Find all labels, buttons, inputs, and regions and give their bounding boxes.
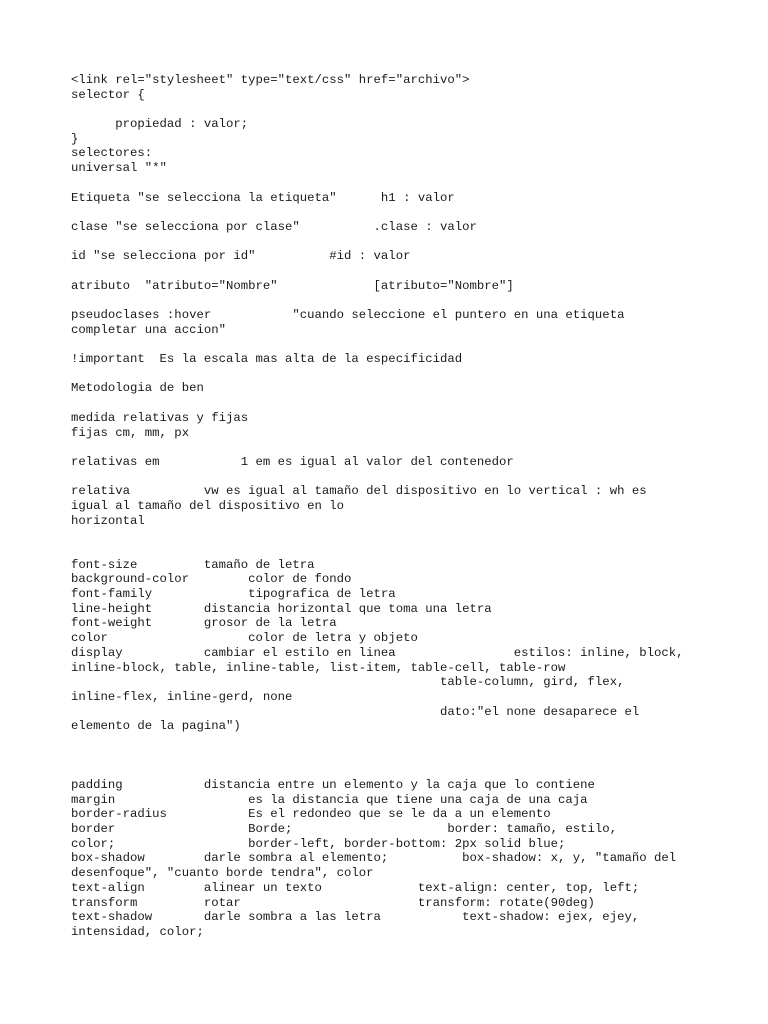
- text-line: line-height distancia horizontal que toma una letra: [71, 601, 492, 616]
- text-line: relativa vw es igual al tamaño del dispositivo en lo vertical : wh es: [71, 484, 647, 499]
- text-line: Metodologia de ben: [71, 381, 204, 396]
- text-line: igual al tamaño del dispositivo en lo: [71, 498, 345, 513]
- text-line: id "se selecciona por id" #id : valor: [71, 249, 411, 264]
- text-line: [71, 205, 751, 220]
- text-line: inline-block, table, inline-table, list-item, table-cell, table-row: [71, 660, 566, 675]
- text-line: selectores:: [71, 146, 153, 161]
- text-line: fijas cm, mm, px: [71, 425, 190, 440]
- text-line: <link rel="stylesheet" type="text/css" href="archivo">: [71, 73, 470, 87]
- text-line: table-column, gird, flex,: [71, 675, 625, 690]
- text-line: font-size tamaño de letra: [71, 557, 315, 572]
- text-line: Etiqueta "se selecciona la etiqueta" h1 : valor: [71, 190, 455, 205]
- text-line: selector {: [71, 87, 145, 102]
- text-line: !important Es la escala mas alta de la especificidad: [71, 352, 463, 367]
- text-line: display cambiar el estilo en linea estilos: inline, block,: [71, 645, 684, 660]
- text-line: text-shadow darle sombra a las letra text-shadow: ejex, ejey,: [71, 910, 640, 925]
- text-line: border Borde; border: tamaño, estilo,: [71, 822, 618, 837]
- text-line: completar una accion": [71, 322, 226, 337]
- text-line: atributo "atributo="Nombre" [atributo="Nombre"]: [71, 278, 514, 293]
- text-line: [71, 440, 751, 455]
- text-line: color color de letra y objeto: [71, 631, 418, 646]
- text-line: intensidad, color;: [71, 924, 204, 939]
- text-line: [71, 235, 751, 250]
- text-line: border-radius Es el redondeo que se le da a un elemento: [71, 807, 551, 822]
- text-line: elemento de la pagina"): [71, 719, 241, 734]
- text-line: [71, 763, 751, 778]
- text-line: clase "se selecciona por clase" .clase : valor: [71, 219, 477, 234]
- text-line: font-family tipografica de letra: [71, 587, 396, 602]
- text-line: medida relativas y fijas: [71, 410, 249, 425]
- text-line: desenfoque", "cuanto borde tendra", color: [71, 866, 374, 881]
- text-line: [71, 293, 751, 308]
- text-line: propiedad : valor;: [71, 117, 249, 132]
- text-line: padding distancia entre un elemento y la caja que lo contiene: [71, 778, 595, 792]
- text-line: [71, 470, 751, 485]
- text-line: [71, 528, 751, 543]
- text-line: dato:"el none desaparece el: [71, 704, 640, 719]
- text-line: [71, 543, 751, 558]
- text-line: [71, 102, 751, 117]
- text-line: pseudoclases :hover "cuando seleccione el puntero en una etiqueta: [71, 308, 625, 322]
- text-line: horizontal: [71, 513, 145, 528]
- text-line: [71, 176, 751, 191]
- text-line: font-weight grosor de la letra: [71, 616, 337, 631]
- text-line: [71, 367, 751, 382]
- text-line: }: [71, 131, 79, 146]
- text-line: transform rotar transform: rotate(90deg): [71, 895, 595, 910]
- text-line: universal "*": [71, 161, 167, 176]
- text-line: text-align alinear un texto text-align: center, top, left;: [71, 880, 640, 895]
- text-line: [71, 749, 751, 764]
- text-line: box-shadow darle sombra al elemento; box-shadow: x, y, "tamaño del: [71, 851, 677, 866]
- text-line: [71, 396, 751, 411]
- text-line: color; border-left, border-bottom: 2px solid blue;: [71, 836, 566, 851]
- text-line: margin es la distancia que tiene una caja de una caja: [71, 792, 588, 807]
- text-line: [71, 337, 751, 352]
- text-line: [71, 264, 751, 279]
- text-line: inline-flex, inline-gerd, none: [71, 689, 293, 704]
- text-line: relativas em 1 em es igual al valor del contenedor: [71, 454, 514, 469]
- text-line: [71, 734, 751, 749]
- document-body: [71, 73, 751, 940]
- text-line: background-color color de fondo: [71, 572, 352, 587]
